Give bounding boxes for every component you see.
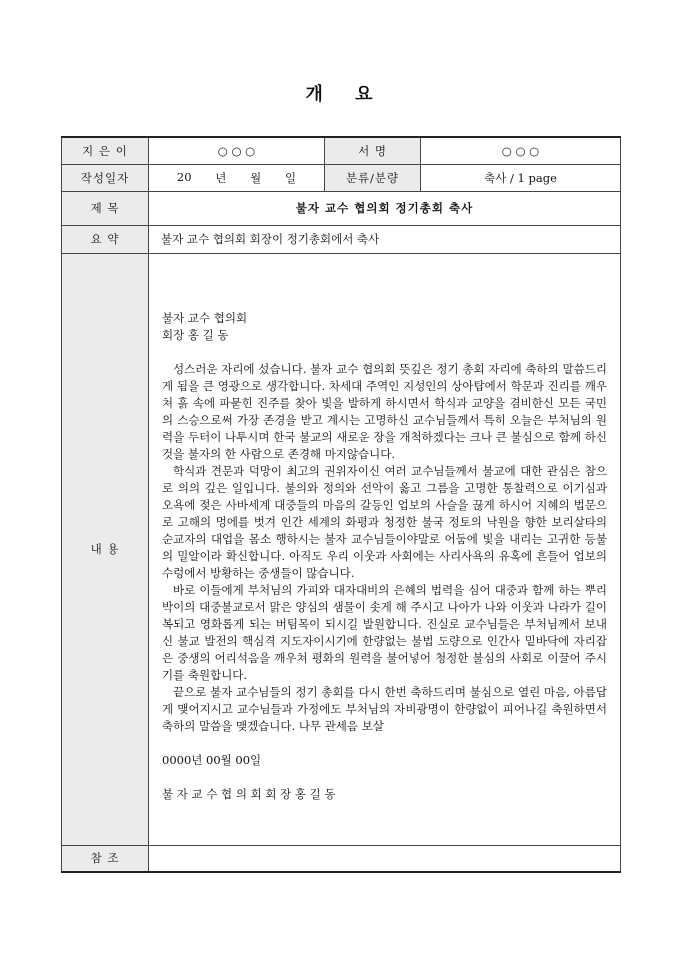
content-body bbox=[149, 253, 621, 845]
author-label: 지 은 이 bbox=[62, 137, 149, 164]
paragraph: 끝으로 불자 교수님들의 정기 총회를 다시 한번 축하드리며 불심으로 열린 마음, 아름답게 맺어지시고 교수님들과 가정에도 부처님의 자비광명이 한량없이 피어나길 축원하면서 축하의 말씀을 맺겠습니다. 나무 관세음 보살 bbox=[162, 684, 607, 733]
title-value: 불자 교수 협의회 정기총회 축사 bbox=[149, 191, 621, 225]
category-label: 분류/분량 bbox=[325, 164, 421, 191]
date-label: 작성일자 bbox=[62, 164, 149, 191]
summary-form-table bbox=[61, 136, 621, 873]
category-value: 축사 / 1 page bbox=[421, 164, 621, 191]
reference-value bbox=[149, 845, 621, 872]
signature: 불 자 교 수 협 의 회 회 장 홍 길 동 bbox=[162, 786, 336, 801]
reference-label: 참 조 bbox=[62, 845, 149, 872]
paragraph: 학식과 견문과 덕망이 최고의 권위자이신 여러 교수님들께서 불교에 대한 관심은 참으로 의의 깊은 일입니다. 불의와 정의와 선악이 옳고 그름을 고명한 통찰력으로 이기심과 오욕에 젖은 사바세계 대중들의 마음의 갈등인 업보의 사슬을 끊게 하시어 지혜의 법문으로 고해의 멍에를 벗겨 인간 세계의 화평과 청정한 불국 정토의 낙원을 향한 보리살타의 순교자의 대업을 몸소 행하시는 불자 교수님들이야말로 어둠에 빛을 내리는 고귀한 등불의 밀알이라 확신합니다. 아직도 우리 이웃과 사회에는 사리사욕의 유혹에 흔들어 업보의 수렁에서 방황하는 중생들이 많습니다. bbox=[162, 463, 607, 580]
date-value bbox=[149, 164, 325, 191]
paragraph: 성스러운 자리에 섰습니다. 불자 교수 협의회 뜻깊은 정기 총회 자리에 축하의 말씀드리게 됨을 큰 영광으로 생각합니다. 차세대 주역인 지성인의 상아탑에서 학문과 진리를 깨우쳐 흙 속에 파묻힌 진주를 찾아 빛을 발하게 하시면서 학식과 교양을 겸비한신 모든 국민의 스승으로써 가장 존경을 받고 계시는 고명하신 교수님들께서 특히 오늘은 부처님의 원력을 두터이 나투시며 한국 불교의 새로운 장을 개척하겠다는 크나 큰 불심으로 함께 하신 것을 불자의 한 사람으로 존경해 마지않습니다. bbox=[162, 361, 607, 461]
date-year-unit: 년 bbox=[215, 170, 227, 185]
summary-label: 요 약 bbox=[62, 225, 149, 253]
title-label: 제 목 bbox=[62, 191, 149, 225]
book-value: ○ ○ ○ bbox=[421, 137, 621, 164]
row-content bbox=[62, 253, 621, 845]
address-line: 불자 교수 협의회 bbox=[162, 310, 248, 325]
author-value: ○ ○ ○ bbox=[149, 137, 325, 164]
row-reference bbox=[62, 845, 621, 872]
date-year: 20 bbox=[176, 169, 192, 184]
row-summary bbox=[62, 225, 621, 253]
date-month-unit: 월 bbox=[250, 170, 262, 185]
row-title bbox=[62, 191, 621, 225]
content-label: 내 용 bbox=[62, 253, 149, 845]
date-line: 0000년 00월 00일 bbox=[162, 752, 262, 767]
date-day-unit: 일 bbox=[284, 170, 297, 185]
row-date bbox=[62, 164, 621, 191]
paragraph: 바로 이들에게 부처님의 가피와 대자대비의 은혜의 법력을 심어 대중과 함께 하는 뿌리 박이의 대중불교로서 맑은 양심의 샘물이 솟게 해 주시고 나아가 나와 이웃과 나라가 길이 복되고 영화롭게 되는 버팀목이 되시길 발원합니다. 진실로 교수님들은 부처님께서 보내신 불교 발전의 핵심격 지도자이시기에 한량없는 불법 도량으로 인간사 밑바닥에 자리잡은 중생의 어리석음을 깨우쳐 평화의 원력을 불어넣어 청정한 불심의 사회로 이끌어 주시기를 축원합니다. bbox=[162, 582, 607, 682]
summary-value: 불자 교수 협의회 회장이 정기총회에서 축사 bbox=[149, 225, 621, 253]
address-line: 회장 홍 길 동 bbox=[162, 327, 229, 342]
page-title: 개 요 bbox=[305, 84, 375, 105]
book-label: 서 명 bbox=[325, 137, 421, 164]
row-author bbox=[62, 137, 621, 164]
